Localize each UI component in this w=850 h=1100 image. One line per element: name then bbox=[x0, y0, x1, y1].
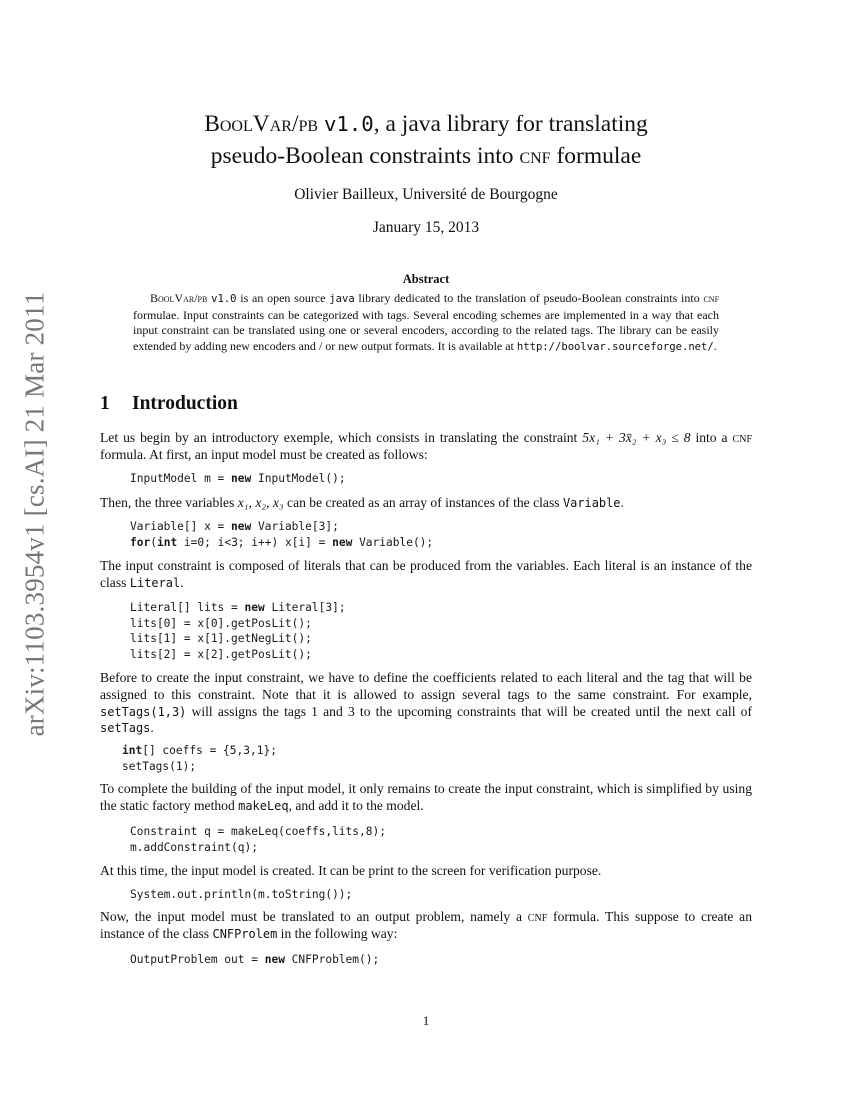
code-keyword: int bbox=[156, 535, 178, 549]
code-text: System.out.println(m.toString()); bbox=[130, 888, 353, 901]
paragraph-text: At this time, the input model is created. It can be print to the screen for verification purpose. bbox=[100, 863, 602, 878]
paragraph-text: Now, the input model must be translated to an output problem, namely a bbox=[100, 909, 528, 924]
title-line2-start: pseudo-Boolean constraints into bbox=[210, 143, 520, 169]
paragraph-text: . bbox=[150, 720, 154, 736]
constraint-formula: 5x₁ + 3x̄₂ + x₃ ≤ 8 bbox=[582, 430, 691, 445]
paragraph-coefficients bbox=[100, 670, 752, 737]
code-text: lits[1] = x[1].getNegLit(); bbox=[130, 632, 312, 646]
paragraph-text: . bbox=[620, 495, 624, 510]
paragraph-output bbox=[100, 909, 752, 943]
code-text: InputModel m = bbox=[130, 472, 232, 485]
code-text: m.addConstraint(q); bbox=[130, 840, 258, 854]
code-keyword: new bbox=[332, 535, 353, 549]
paragraph-text: formula. This suppose to create an instance of the class bbox=[100, 909, 753, 941]
code-text: Literal[] lits = bbox=[130, 601, 245, 614]
abstract-java: java bbox=[329, 293, 355, 305]
paragraph-print bbox=[100, 863, 752, 880]
paragraph-text: in the following way: bbox=[277, 925, 398, 941]
paragraph-text: Then, the three variables bbox=[100, 495, 238, 510]
paragraph-text: will assigns the tags 1 and 3 to the upcoming constraints that will be created until the next call of bbox=[186, 703, 752, 719]
paragraph-intro bbox=[100, 430, 752, 464]
author-line: Olivier Bailleux, Université de Bourgogne bbox=[294, 186, 558, 203]
code-keyword: new bbox=[244, 601, 265, 614]
code-text: lits[0] = x[0].getPosLit(); bbox=[130, 616, 312, 630]
code-block-output bbox=[130, 952, 379, 968]
abstract-library-version: v1.0 bbox=[211, 293, 237, 305]
title-cnf: cnf bbox=[519, 143, 551, 169]
paragraph-text: formula. At first, an input model must be created as follows: bbox=[100, 446, 428, 462]
code-text: ( bbox=[150, 535, 157, 549]
inline-code: makeLeq bbox=[238, 798, 289, 813]
code-text: [] coeffs = {5,3,1}; bbox=[142, 744, 277, 757]
date-line: January 15, 2013 bbox=[372, 219, 480, 236]
code-text: Variable(); bbox=[352, 535, 434, 549]
paragraph-text: Let us begin by an introductory exemple, which consists in translating the constraint bbox=[100, 430, 583, 445]
section-title: Introduction bbox=[132, 393, 238, 414]
inline-code: setTags bbox=[100, 721, 151, 736]
paragraph-text: into a bbox=[690, 430, 733, 445]
code-keyword: int bbox=[122, 744, 143, 757]
abstract-text-4: . bbox=[713, 338, 717, 353]
code-keyword: new bbox=[264, 953, 285, 966]
code-keyword: for bbox=[130, 535, 151, 549]
section-number: 1 bbox=[100, 393, 110, 414]
paragraph-variables bbox=[100, 495, 752, 512]
project-url-link[interactable]: http://boolvar.sourceforge.net/ bbox=[516, 340, 714, 353]
code-block-print bbox=[130, 887, 352, 903]
code-block-input-model bbox=[130, 471, 346, 487]
inline-code: Literal bbox=[129, 575, 181, 590]
title-line1-rest: , a java library for translating bbox=[373, 111, 648, 137]
code-keyword: new bbox=[231, 520, 252, 533]
abstract-library-name: BoolVar/pb bbox=[150, 291, 208, 305]
arxiv-identifier: arXiv:1103.3954v1 [cs.AI] 21 Mar 2011 bbox=[19, 291, 50, 737]
code-block-variables bbox=[130, 519, 433, 550]
abstract-text-3: formulae. Input constraints can be categorized with tags. Several encoding schemes are implemented in a way that each input constraint can be translated using one or several encoders, according to the related tags. The library can be easily extended by adding new encoders and / or new output formats. It is available at bbox=[133, 307, 719, 353]
code-keyword: new bbox=[231, 472, 252, 485]
paragraph-text: Before to create the input constraint, we have to define the coefficients related to each literal and the tag that will be assigned to this constraint. Note that it is allowed to assign several tags to the same constraint. For example, bbox=[100, 670, 752, 702]
inline-code: setTags(1,3) bbox=[100, 704, 187, 719]
code-text: i=0; i<3; i++) x[i] = bbox=[177, 535, 333, 549]
paragraph-text: The input constraint is composed of literals that can be produced from the variables. Each literal is an instance of the class bbox=[100, 558, 752, 590]
code-block-constraint bbox=[130, 824, 386, 855]
code-block-literals bbox=[130, 600, 346, 663]
paper-title bbox=[100, 108, 752, 172]
paragraph-constraint bbox=[100, 781, 752, 815]
code-text: Variable[3]; bbox=[251, 520, 339, 533]
library-name: BoolVar/pb bbox=[204, 111, 319, 137]
abstract-cnf: cnf bbox=[703, 291, 720, 305]
abstract-text-2: library dedicated to the translation of pseudo-Boolean constraints into bbox=[354, 291, 704, 305]
section-heading bbox=[100, 393, 238, 415]
code-text: lits[2] = x[2].getPosLit(); bbox=[130, 648, 312, 662]
arxiv-sidebar-stamp bbox=[18, 283, 52, 745]
variables-formula: x₁, x₂, x₃ bbox=[237, 495, 284, 510]
abstract-text-1: is an open source bbox=[236, 291, 330, 305]
code-block-coeffs bbox=[122, 743, 277, 774]
code-text: OutputProblem out = bbox=[130, 953, 265, 966]
paragraph-text: can be created as an array of instances of the class bbox=[283, 495, 563, 510]
library-version: v1.0 bbox=[323, 112, 374, 136]
paragraph-text: To complete the building of the input model, it only remains to create the input constraint, which is simplified by using the static factory method bbox=[100, 781, 752, 813]
code-text: setTags(1); bbox=[122, 759, 197, 773]
abstract-heading: Abstract bbox=[402, 272, 450, 286]
page-number: 1 bbox=[422, 1013, 430, 1028]
paragraph-literals bbox=[100, 558, 752, 592]
title-line2-end: formulae bbox=[550, 143, 642, 169]
code-text: Variable[] x = bbox=[130, 520, 232, 533]
inline-code: Variable bbox=[562, 496, 621, 510]
inline-code: CNFProlem bbox=[212, 926, 278, 941]
cnf-term: cnf bbox=[527, 909, 548, 924]
code-text: Constraint q = makeLeq(coeffs,lits,8); bbox=[130, 825, 386, 838]
code-text: InputModel(); bbox=[251, 472, 346, 485]
code-text: Literal[3]; bbox=[264, 601, 346, 614]
abstract-body bbox=[133, 291, 719, 355]
code-text: CNFProblem(); bbox=[284, 953, 380, 966]
paragraph-text: . bbox=[180, 574, 184, 590]
cnf-term: cnf bbox=[732, 430, 752, 445]
paragraph-text: , and add it to the model. bbox=[288, 797, 424, 813]
